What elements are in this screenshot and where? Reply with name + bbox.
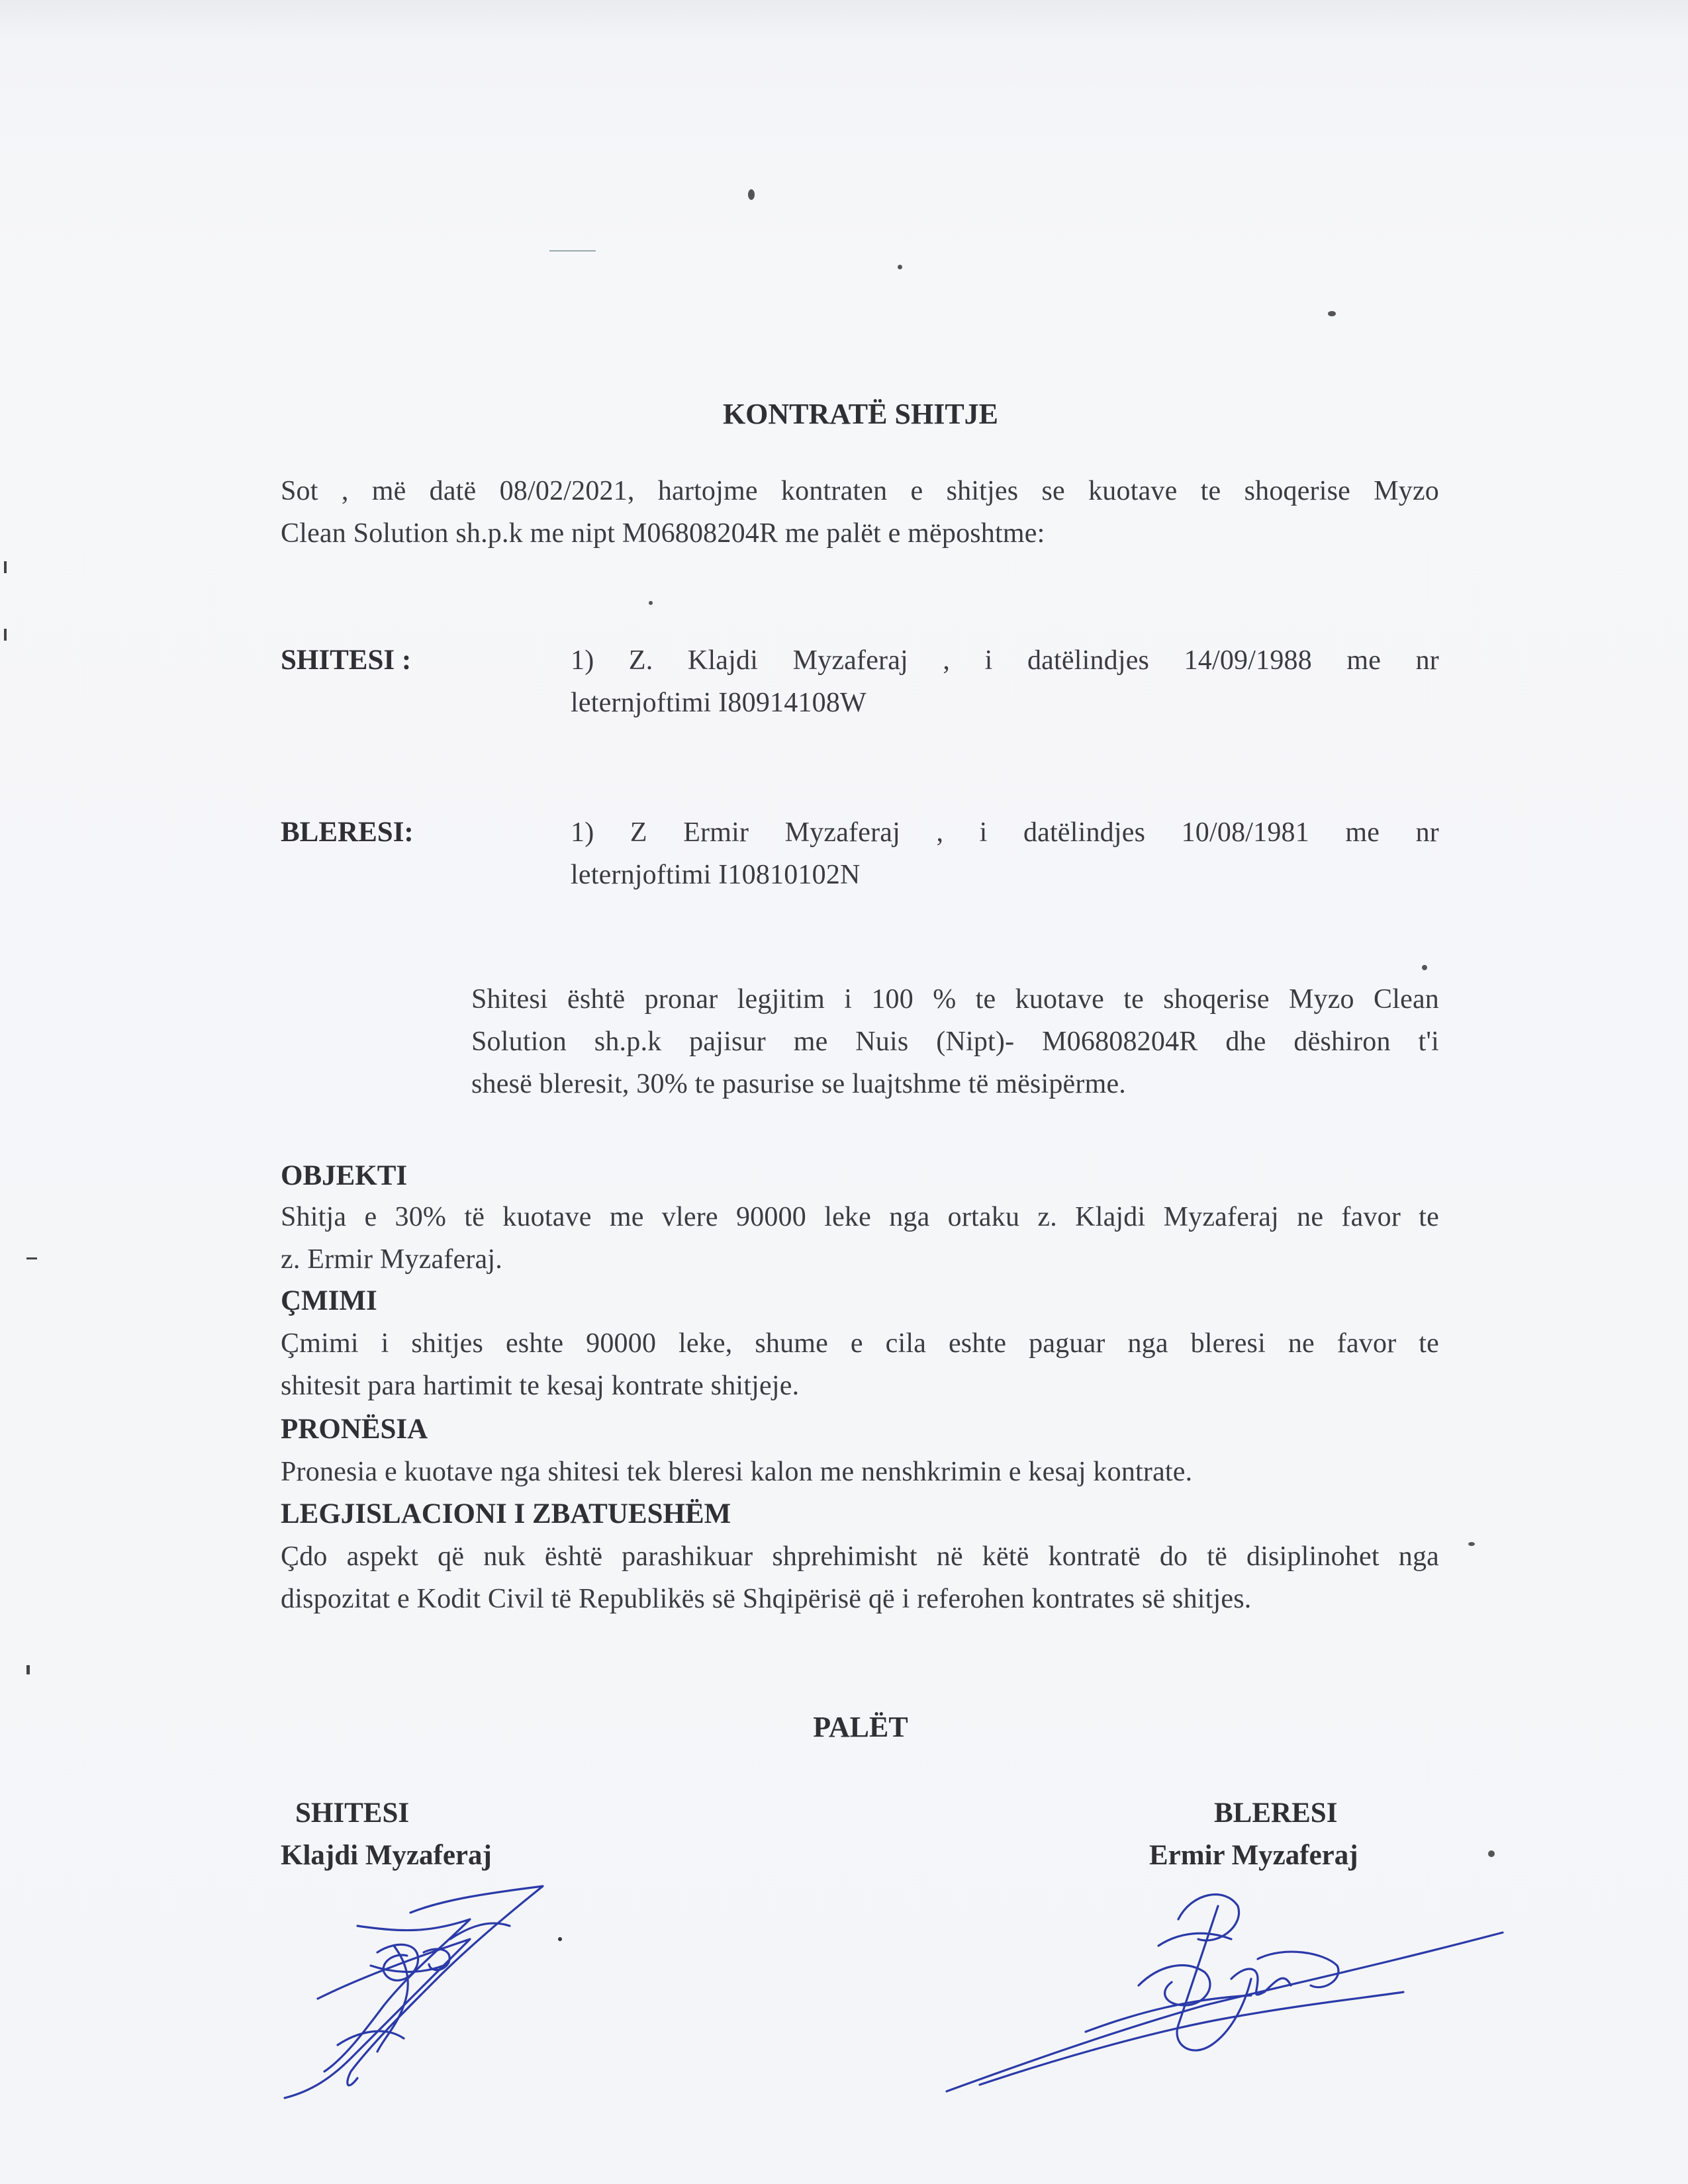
cmimi-line-2: shitesit para hartimit te kesaj kontrate shitjeje. xyxy=(281,1371,800,1401)
scan-mark xyxy=(4,561,7,573)
signature-buyer-role: BLERESI xyxy=(1214,1797,1338,1829)
objekti-line-1: Shitja e 30% të kuotave me vlere 90000 leke nga ortaku z. Klajdi Myzaferaj ne favor te xyxy=(281,1202,1439,1232)
seller-line-2: leternjoftimi I80914108W xyxy=(571,688,867,718)
seller-signature xyxy=(271,1873,576,2111)
ownership-line-1: Shitesi është pronar legjitim i 100 % te kuotave te shoqerise Myzo Clean xyxy=(471,984,1439,1015)
ownership-line-3: shesë bleresit, 30% te pasurise se luajtshme të mësipërme. xyxy=(471,1069,1126,1099)
buyer-details xyxy=(571,811,1439,896)
section-body-objekti xyxy=(281,1196,1439,1281)
buyer-line-1: 1) Z Ermir Myzaferaj , i datëlindjes 10/08/1981 me nr xyxy=(571,817,1439,848)
contract-title: KONTRATË SHITJE xyxy=(722,398,999,430)
scan-mark xyxy=(549,250,596,251)
signature-dot xyxy=(558,1937,562,1941)
section-heading-objekti: OBJEKTI xyxy=(281,1160,408,1191)
scan-mark xyxy=(26,1665,30,1674)
scan-speck xyxy=(1328,311,1336,316)
scan-mark xyxy=(26,1257,37,1259)
section-body-pronesia xyxy=(281,1451,1439,1493)
buyer-signature-drawing xyxy=(940,1866,1516,2105)
parties-heading: PALËT xyxy=(813,1711,908,1743)
pronesia-line-1: Pronesia e kuotave nga shitesi tek bleresi kalon me nenshkrimin e kesaj kontrate. xyxy=(281,1457,1193,1487)
seller-label: SHITESI : xyxy=(281,645,412,676)
cmimi-line-1: Çmimi i shitjes eshte 90000 leke, shume e cila eshte paguar nga bleresi ne favor te xyxy=(281,1328,1439,1359)
ownership-paragraph xyxy=(471,978,1439,1105)
scan-speck xyxy=(1468,1542,1475,1546)
ownership-line-2: Solution sh.p.k pajisur me Nuis (Nipt)- M06808204R dhe dëshiron t'i xyxy=(471,1026,1439,1057)
scan-speck xyxy=(748,189,755,200)
scan-speck xyxy=(1422,965,1427,970)
intro-line-2: Clean Solution sh.p.k me nipt M06808204R me palët e mëposhtme: xyxy=(281,518,1045,549)
signature-seller-name: Klajdi Myzaferaj xyxy=(281,1840,492,1871)
seller-signature-drawing xyxy=(271,1873,576,2111)
legjislacioni-line-2: dispozitat e Kodit Civil të Republikës së Shqipërisë që i referohen kontrates së shitjes. xyxy=(281,1584,1252,1614)
scan-mark xyxy=(4,629,7,641)
intro-paragraph xyxy=(281,470,1439,555)
legjislacioni-line-1: Çdo aspekt që nuk është parashikuar shprehimisht në këtë kontratë do të disiplinohet nga xyxy=(281,1541,1439,1572)
section-heading-pronesia: PRONËSIA xyxy=(281,1414,428,1445)
seller-line-1: 1) Z. Klajdi Myzaferaj , i datëlindjes 14/09/1988 me nr xyxy=(571,645,1439,676)
scan-speck xyxy=(649,601,653,605)
scan-speck xyxy=(898,265,902,269)
section-heading-legjislacioni: LEGJISLACIONI I ZBATUESHËM xyxy=(281,1498,731,1529)
section-heading-cmimi: ÇMIMI xyxy=(281,1285,377,1316)
seller-details xyxy=(571,639,1439,724)
section-body-cmimi xyxy=(281,1322,1439,1407)
buyer-line-2: leternjoftimi I10810102N xyxy=(571,860,861,890)
objekti-line-2: z. Ermir Myzaferaj. xyxy=(281,1244,502,1275)
signature-seller-role: SHITESI xyxy=(295,1797,410,1829)
scan-speck xyxy=(1488,1850,1495,1857)
buyer-label: BLERESI: xyxy=(281,817,414,848)
section-body-legjislacioni xyxy=(281,1535,1439,1620)
signature-buyer-name: Ermir Myzaferaj xyxy=(1149,1840,1358,1871)
buyer-signature xyxy=(940,1866,1516,2105)
intro-line-1: Sot , më datë 08/02/2021, hartojme kontraten e shitjes se kuotave te shoqerise Myzo xyxy=(281,476,1439,506)
